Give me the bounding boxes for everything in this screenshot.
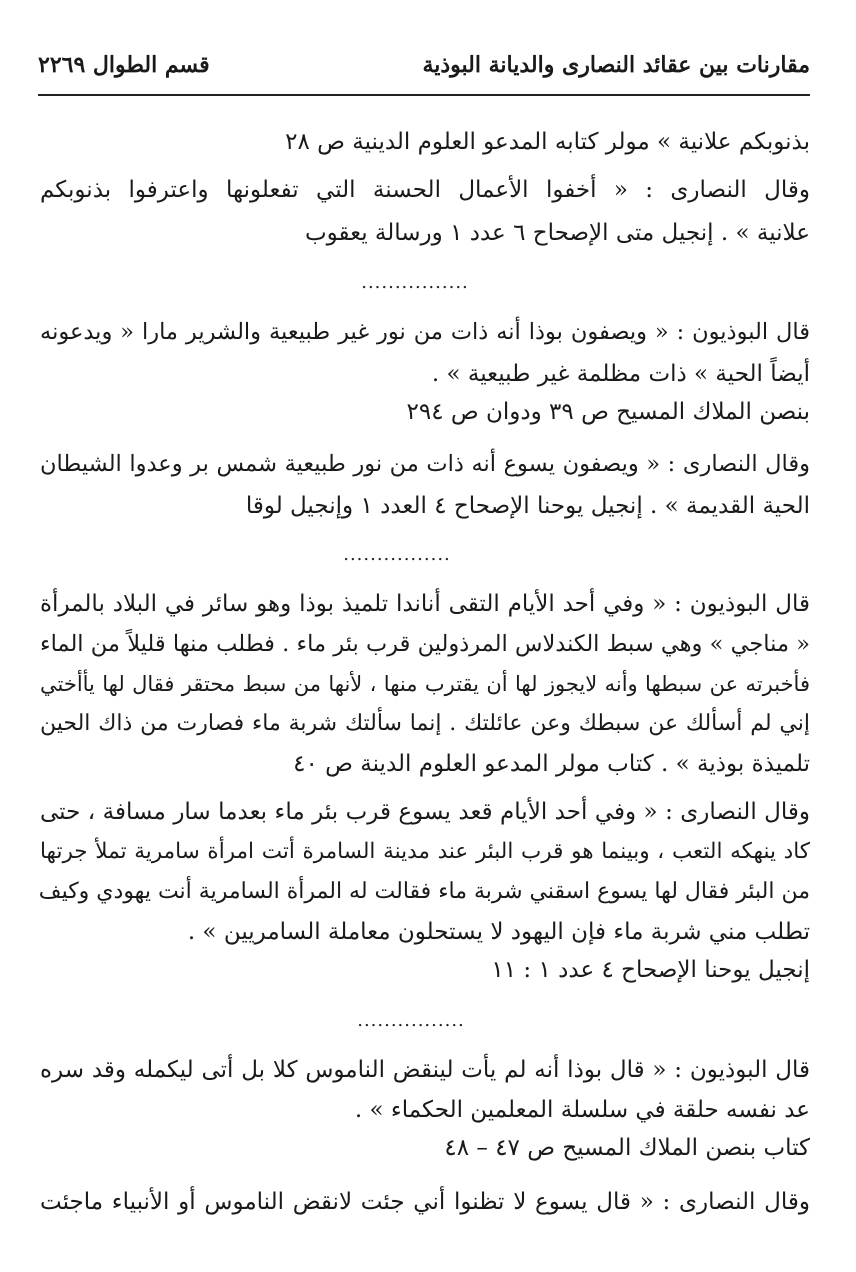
text-line: تطلب مني شربة ماء فإن اليهود لا يستحلون معاملة السامريين » . [187,919,810,945]
text-line: إني لم أسألك عن سبطك وعن عائلتك . إنما سألتك شربة ماء فصارت من ذاك الحين [40,711,810,736]
section-separator: ................ [343,544,451,565]
section-page-number: قسم الطوال ٢٢٦٩ [38,52,210,78]
text-line: قال البوذيون : « وفي أحد الأيام التقى أناندا تلميذ بوذا وهو سائر في البلاد بالمرأة [40,591,810,617]
text-line: بنصن الملاك المسيح ص ٣٩ ودوان ص ٢٩٤ [406,399,810,425]
text-line: « مناجي » وهي سبط الكندلاس المرذولين قرب بئر ماء . فطلب منها قليلاً من الماء [40,631,810,657]
text-line: أيضاً الحية » ذات مظلمة غير طبيعية » . [431,361,810,387]
text-line: كاد ينهكه التعب ، وبينما هو قرب البئر عند مدينة السامرة أتت امرأة سامرية تملأ جرتها [40,839,810,864]
text-line: وقال النصارى : « قال يسوع لا تظنوا أني جئت لانقض الناموس أو الأنبياء ماجئت [40,1189,810,1215]
text-line: إنجيل يوحنا الإصحاح ٤ عدد ١ : ١١ [491,957,810,983]
text-line: عد نفسه حلقة في سلسلة المعلمين الحكماء » . [354,1097,810,1123]
text-line: وقال النصارى : « أخفوا الأعمال الحسنة التي تفعلونها واعترفوا بذنوبكم [40,177,810,203]
text-line: تلميذة بوذية » . كتاب مولر المدعو العلوم الدينة ص ٤٠ [293,751,810,777]
text-line: قال البوذيون : « ويصفون بوذا أنه ذات من نور غير طبيعية والشرير مارا « ويدعونه [40,319,810,345]
text-line: فأخبرته عن سبطها وأنه لايجوز لها أن يقترب منها ، لأنها من سبط محتقر فقال لها يأأختي [40,672,810,696]
text-line: وقال النصارى : « ويصفون يسوع أنه ذات من نور طبيعية شمس بر وعدوا الشيطان [40,451,810,477]
text-line: بذنوبكم علانية » مولر كتابه المدعو العلوم الدينية ص ٢٨ [285,129,810,155]
text-line: علانية » . إنجيل متى الإصحاح ٦ عدد ١ ورسالة يعقوب [304,220,810,246]
text-line: وقال النصارى : « وفي أحد الأيام قعد يسوع قرب بئر ماء بعدما سار مسافة ، حتى [40,799,810,825]
section-separator: ................ [357,1010,465,1031]
section-separator: ................ [361,272,469,293]
header-rule [38,94,810,96]
text-line: كتاب بنصن الملاك المسيح ص ٤٧ – ٤٨ [444,1135,810,1161]
running-title: مقارنات بين عقائد النصارى والديانة البوذية [422,52,810,78]
text-line: قال البوذيون : « قال بوذا أنه لم يأت لينقض الناموس كلا بل أتى ليكمله وقد سره [40,1057,810,1083]
text-line: من البئر فقال لها يسوع اسقني شربة ماء فقالت له المرأة السامرية أنت يهودي وكيف [38,879,810,904]
text-line: الحية القديمة » . إنجيل يوحنا الإصحاح ٤ العدد ١ وإنجيل لوقا [245,493,810,519]
page-header [38,52,810,92]
